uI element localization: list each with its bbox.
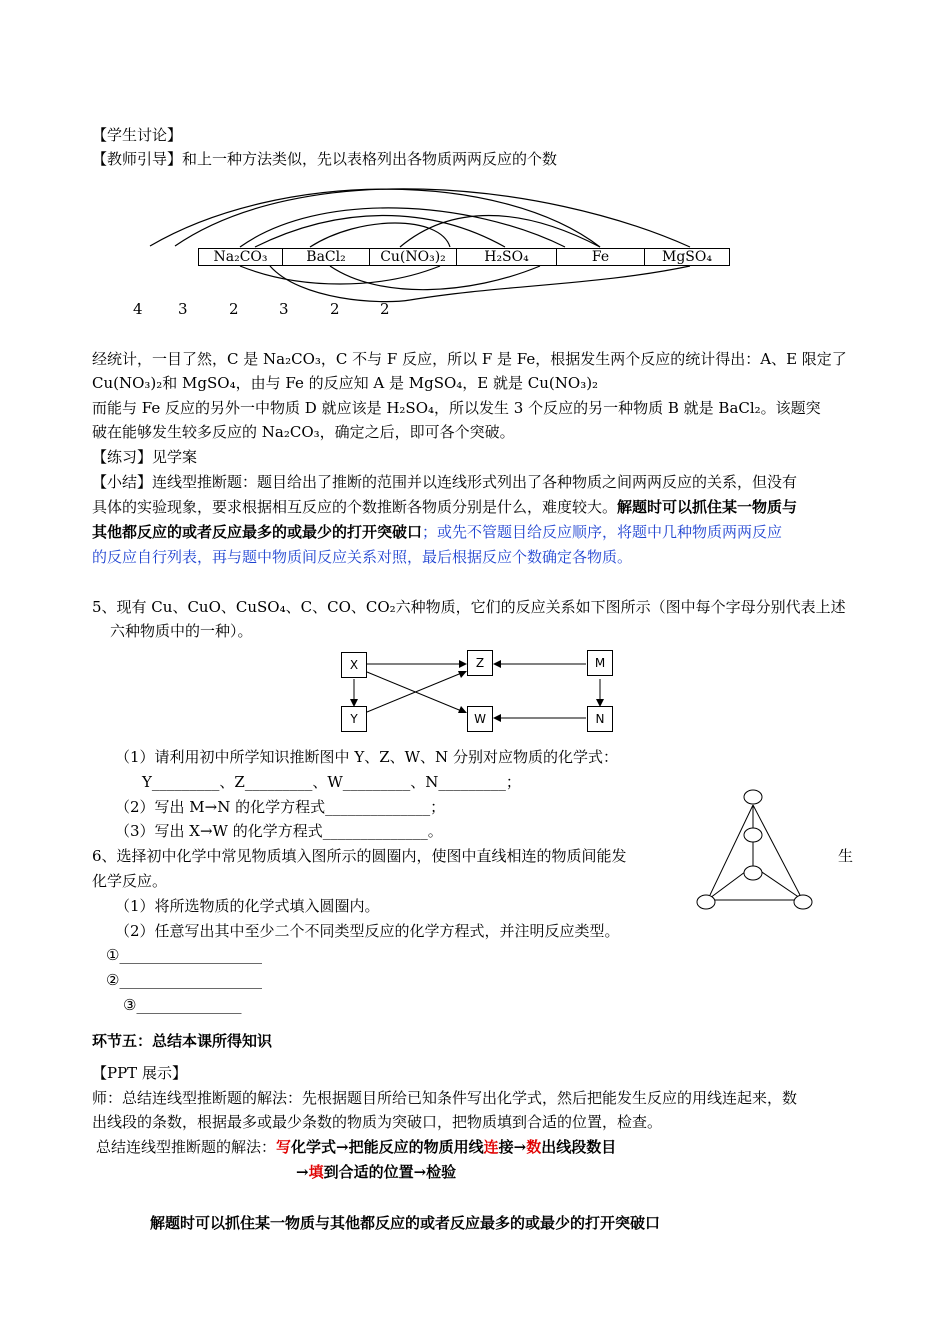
summary-line-2	[92, 496, 797, 518]
table-cell-bacl2: BaCl₂	[282, 248, 370, 266]
q6-sub-2: （2）任意写出其中至少二个不同类型反应的化学方程式，并注明反应类型。	[115, 922, 620, 940]
q5-line-2: 六种物质中的一种）。	[110, 622, 253, 640]
method-arrow: →	[296, 1163, 309, 1181]
q5-sub-2: （2）写出 M→N 的化学方程式______________；	[115, 798, 446, 816]
practice-line: 【练习】见学案	[92, 448, 198, 466]
q6-circle-right	[794, 895, 812, 909]
summary-line-1: 【小结】连线型推断题：题目给出了推断的范围并以连线形式列出了各种物质之间两两反应的关系，但没有	[92, 473, 798, 491]
q6-triangle-diagram	[697, 790, 812, 909]
discussion-title: 【学生讨论】	[92, 126, 183, 144]
summary-line-3-blue: ；或先不管题目给反应顺序，将题中几种物质两两反应	[422, 523, 783, 541]
count-na2co3: 4	[133, 300, 143, 318]
method-text-1: 化学式→把能反应的物质用线	[291, 1138, 484, 1156]
node-n: N	[587, 706, 613, 732]
node-x: X	[341, 652, 367, 678]
table-cell-cuno3: Cu(NO₃)₂	[369, 248, 457, 266]
table-cell-h2so4: H₂SO₄	[456, 248, 557, 266]
summary-line-2-bold: 解题时可以抓住某一物质与	[617, 498, 798, 516]
node-y: Y	[341, 706, 367, 732]
teacher-guide: 【教师引导】和上一种方法类似，先以表格列出各物质两两反应的个数	[92, 150, 558, 168]
arc-bacl2-h2so4	[255, 216, 505, 248]
q5-blanks: Y_________、Z_________、W_________、N_________；	[142, 773, 521, 791]
method-text-4: 到合适的位置→检验	[323, 1163, 457, 1181]
analysis-line-2: Cu(NO₃)₂和 MgSO₄，由与 Fe 的反应知 A 是 MgSO₄，E 就是 Cu(NO₃)₂	[92, 374, 599, 392]
method-text-2: 接→	[498, 1138, 527, 1156]
section-five-heading: 环节五：总结本课所得知识	[92, 1032, 273, 1050]
arc-low-1	[240, 266, 440, 284]
method-line-2	[296, 1161, 456, 1183]
summary-line-2-plain: 具体的实验现象，要求根据相互反应的个数推断各物质分别是什么，难度较大。	[92, 498, 618, 516]
q6-answer-3: ③______________	[123, 996, 242, 1014]
analysis-line-4: 破在能够发生较多反应的 Na₂CO₃，确定之后，即可各个突破。	[92, 423, 515, 441]
q6-circle-mid	[744, 828, 762, 842]
method-keyword-write: 写	[276, 1138, 292, 1156]
arc-na2co3-mgso4	[175, 189, 690, 247]
q5-line-1: 5、现有 Cu、CuO、CuSO₄、C、CO、CO₂六种物质，它们的反应关系如下图所示（图中每个字母分别代表上述	[92, 598, 846, 616]
teacher-summary-line-2: 出线段的条数，根据最多或最少条数的物质为突破口，把物质填到合适的位置，检查。	[92, 1113, 663, 1131]
arc-bacl2-cuno3	[310, 223, 450, 247]
table-cell-mgso4: MgSO₄	[644, 248, 730, 266]
count-bacl2: 3	[178, 300, 188, 318]
analysis-line-1: 经统计，一目了然，C 是 Na₂CO₃，C 不与 F 反应，所以 F 是 Fe，根据发生两个反应的统计得出：A、E 限定了	[92, 350, 847, 368]
arc-low-3	[410, 266, 690, 300]
count-h2so4: 3	[279, 300, 289, 318]
node-m: M	[587, 650, 613, 676]
summary-line-3	[92, 521, 782, 543]
q6-line-2: 化学反应。	[92, 872, 168, 890]
q6-line-1-tail: 生	[838, 847, 854, 865]
count-mgso4: 2	[380, 300, 390, 318]
table-cell-na2co3: Na₂CO₃	[198, 248, 283, 266]
q6-circle-left	[697, 895, 715, 909]
method-prefix: 总结连线型推断题的解法：	[96, 1138, 277, 1156]
arc-low-2	[330, 266, 540, 290]
final-key-point: 解题时可以抓住某一物质与其他都反应的或者反应最多的或最少的打开突破口	[150, 1214, 661, 1232]
q6-circle-center	[744, 866, 762, 880]
node-w: W	[467, 706, 493, 732]
method-keyword-fill: 填	[308, 1163, 324, 1181]
count-fe: 2	[330, 300, 340, 318]
method-text-3: 出线段数目	[541, 1138, 617, 1156]
q6-answer-1: ①___________________	[106, 946, 262, 964]
q6-answer-2: ②___________________	[106, 971, 262, 989]
method-keyword-count: 数	[526, 1138, 542, 1156]
teacher-summary-line-1: 师：总结连线型推断题的解法：先根据题目所给已知条件写出化学式，然后把能发生反应的用线连起来，数	[92, 1089, 798, 1107]
arc-na2co3-fe-region	[150, 189, 600, 247]
q5-sub-3: （3）写出 X→W 的化学方程式______________。	[115, 822, 443, 840]
summary-line-4: 的反应自行列表，再与题中物质间反应关系对照，最后根据反应个数确定各物质。	[92, 548, 633, 566]
arc-na2co3-h2so4	[240, 208, 565, 247]
q6-circle-top	[744, 790, 762, 804]
node-z: Z	[467, 650, 493, 676]
ppt-label: 【PPT 展示】	[92, 1064, 187, 1082]
analysis-line-3: 而能与 Fe 反应的另外一中物质 D 就应该是 H₂SO₄，所以发生 3 个反应的另一种物质 B 就是 BaCl₂。该题突	[92, 399, 821, 417]
count-cuno3: 2	[229, 300, 239, 318]
method-line-1	[96, 1136, 616, 1158]
summary-line-3-bold: 其他都反应的或者反应最多的或最少的打开突破口	[92, 523, 423, 541]
q6-line-1: 6、选择初中化学中常见物质填入图所示的圆圈内，使图中直线相连的物质间能发	[92, 847, 627, 865]
method-keyword-connect: 连	[483, 1138, 499, 1156]
table-cell-fe: Fe	[556, 248, 645, 266]
q5-sub-1: （1）请利用初中所学知识推断图中 Y、Z、W、N 分别对应物质的化学式：	[115, 748, 618, 766]
q6-sub-1: （1）将所选物质的化学式填入圆圈内。	[115, 897, 380, 915]
